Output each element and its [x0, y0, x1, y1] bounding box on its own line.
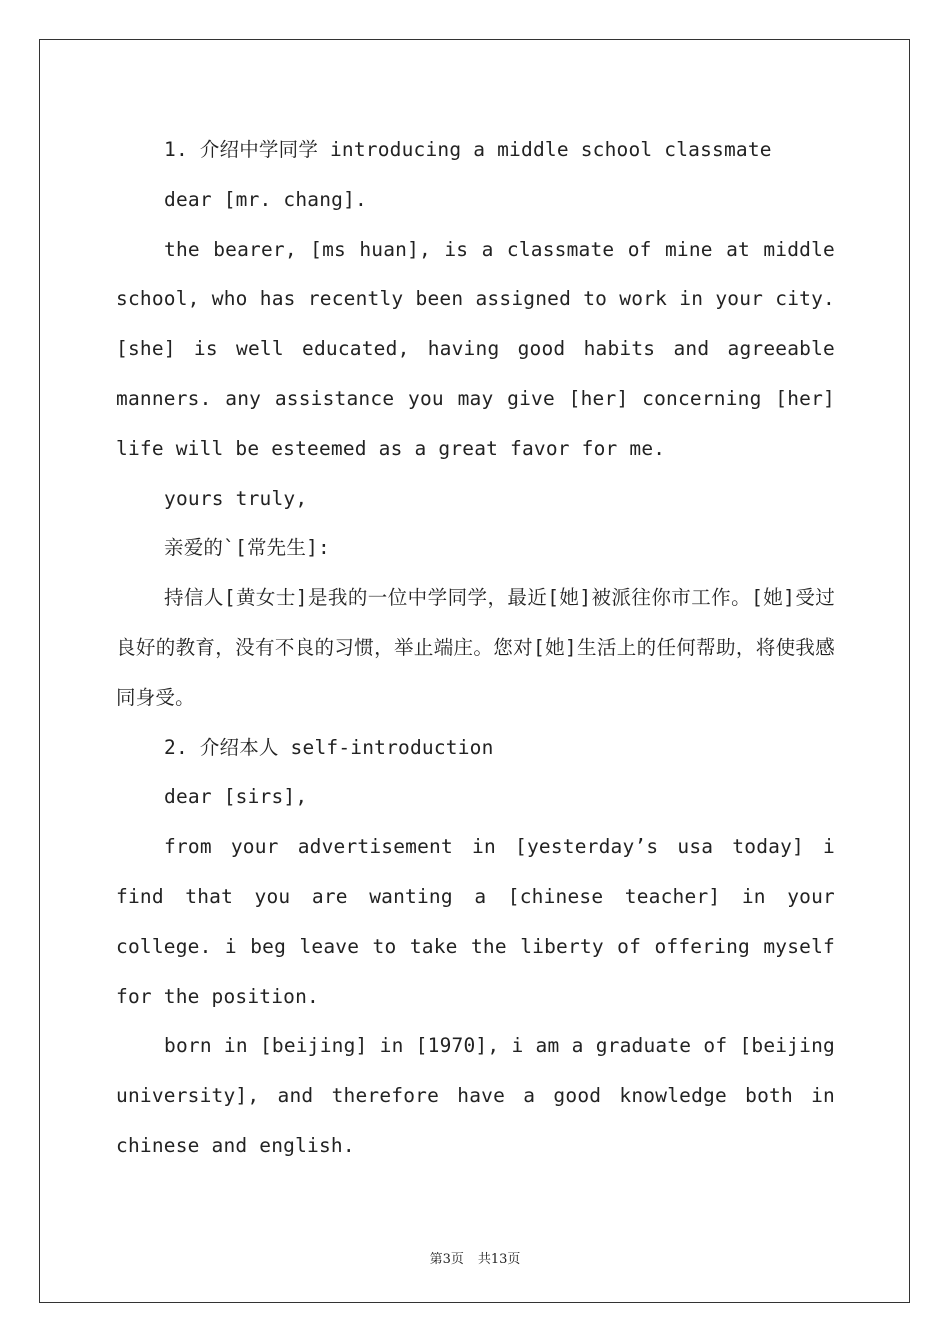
page-total: 共13页 — [477, 1252, 521, 1267]
page-footer — [0, 1248, 950, 1267]
letter-body-2-paragraph-1: from your advertisement in [yesterday’s usa today] i find that you are wanting a [chinese teacher] in your college. i beg leave to take the liberty of offering myself for the position. — [116, 835, 835, 1008]
salutation-1-chinese: 亲爱的`[常先生]: — [164, 536, 330, 560]
letter-body-1-chinese: 持信人[黄女士]是我的一位中学同学，最近[她]被派往你市工作。[她]受过良好的教育，没有不良的习惯，举止端庄。您对[她]生活上的任何帮助，将使我感同身受。 — [116, 586, 835, 709]
letter-body-1: the bearer, [ms huan], is a classmate of mine at middle school, who has recently been assigned to work in your city. [she] is well educated, having good habits and agreeable manners. any assistance you may give [her] concerning [her] life will be esteemed as a great favor for me. — [116, 237, 835, 460]
closing-1: yours truly, — [164, 486, 308, 510]
letter-body-2-paragraph-2: born in [beijing] in [1970], i am a graduate of [beijing university], and therefore have a good knowledge both in chinese and english. — [116, 1034, 835, 1157]
section-heading-2: 2. 介绍本人 self-introduction — [164, 735, 494, 759]
section-heading-1: 1. 介绍中学同学 introducing a middle school classmate — [164, 138, 772, 161]
page-number: 第3页 — [429, 1252, 464, 1267]
document-body — [116, 125, 835, 1171]
salutation-2: dear [sirs], — [164, 785, 308, 809]
salutation-1: dear [mr. chang]. — [164, 187, 367, 211]
